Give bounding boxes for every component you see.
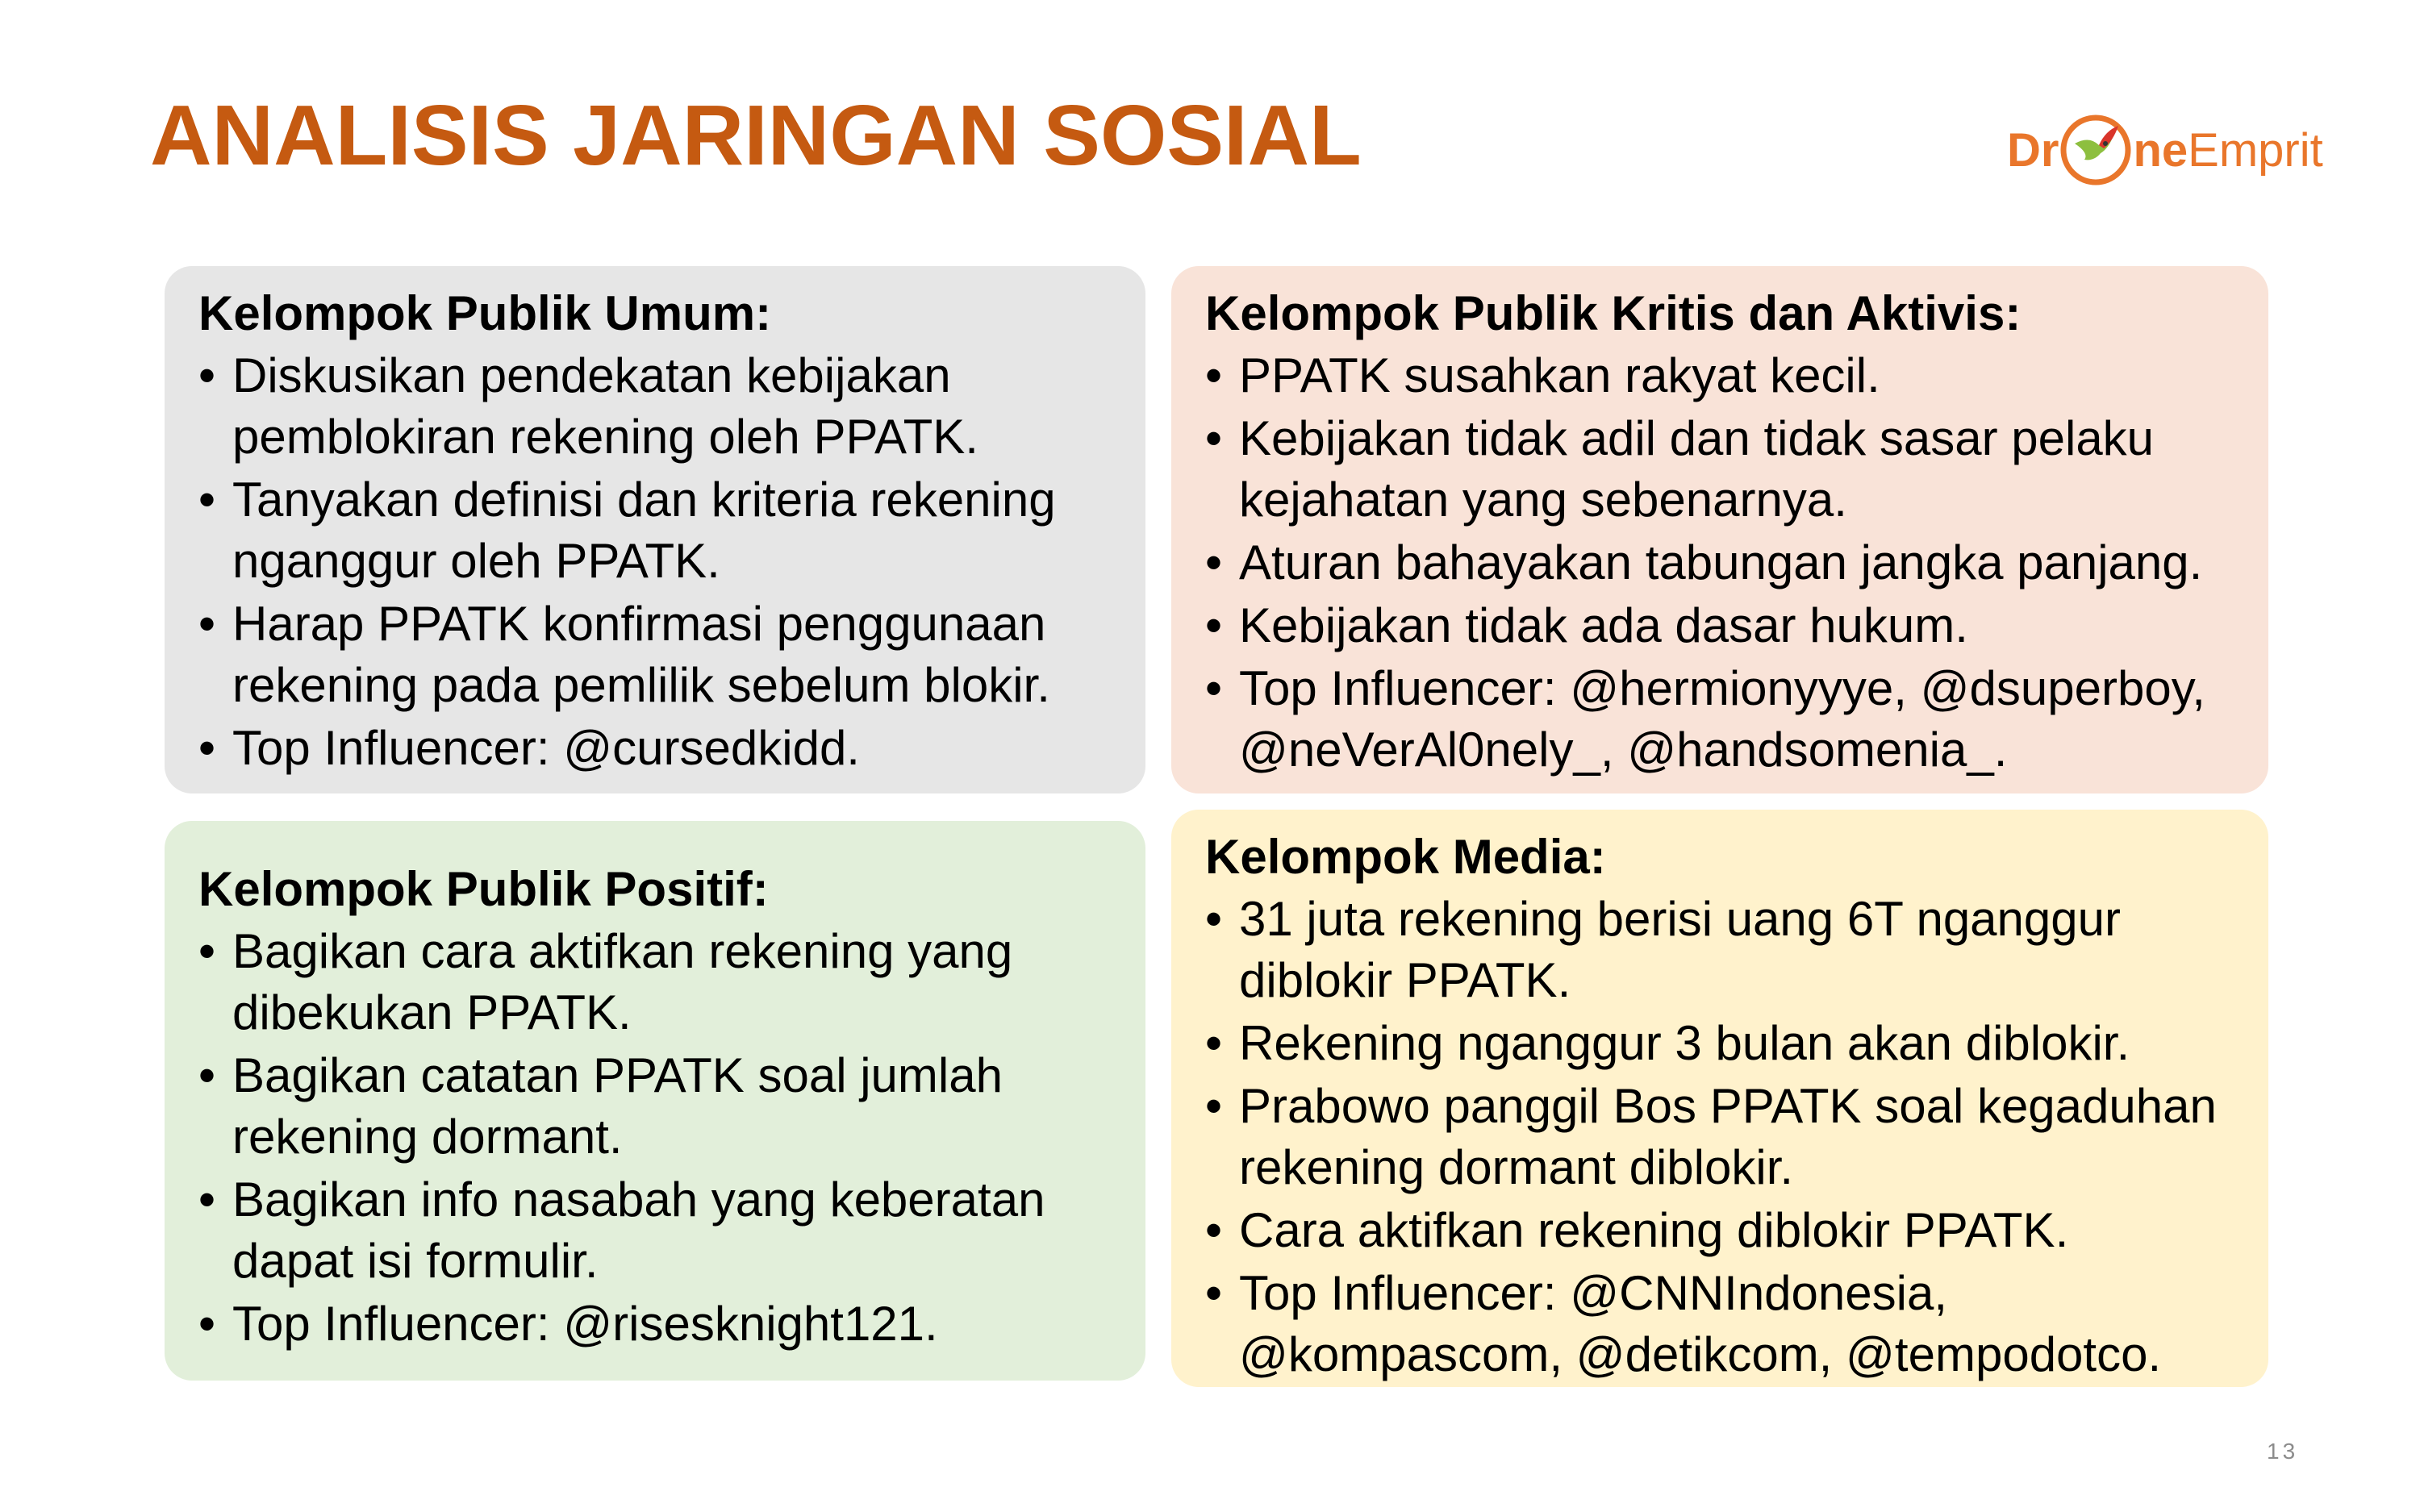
list-item: • Top Influencer: @hermionyyye, @dsuperboy, @neVerAl0nely_, @handsomenia_. — [1205, 658, 2268, 781]
drone-emprit-logo — [2007, 110, 2323, 190]
bullet-list — [1205, 345, 2268, 781]
logo-text-dr: Dr — [2007, 123, 2059, 177]
list-item: • Harap PPATK konfirmasi penggunaan rekening pada pemlilik sebelum blokir. — [198, 594, 1145, 716]
slide-title: ANALISIS JARINGAN SOSIAL — [150, 88, 1362, 183]
card-heading: Kelompok Publik Positif: — [198, 862, 769, 916]
logo-text-emprit: Emprit — [2188, 123, 2323, 177]
list-item: • PPATK susahkan rakyat kecil. — [1205, 345, 2268, 406]
bullet-list — [198, 345, 1145, 779]
logo-text-ne: ne — [2133, 123, 2188, 177]
list-item: • 31 juta rekening berisi uang 6T nganggur diblokir PPATK. — [1205, 889, 2268, 1011]
card-heading: Kelompok Media: — [1205, 830, 1606, 884]
list-item: • Rekening nganggur 3 bulan akan diblokir. — [1205, 1013, 2268, 1074]
list-item: • Cara aktifkan rekening diblokir PPATK. — [1205, 1200, 2268, 1261]
list-item: • Bagikan info nasabah yang keberatan dapat isi formulir. — [198, 1169, 1145, 1292]
list-item: • Tanyakan definisi dan kriteria rekening nganggur oleh PPATK. — [198, 469, 1145, 592]
card-heading: Kelompok Publik Kritis dan Aktivis: — [1205, 286, 2022, 340]
bullet-list — [198, 921, 1145, 1355]
card-publik-positif — [165, 821, 1145, 1381]
list-item: • Top Influencer: @risesknight121. — [198, 1293, 1145, 1355]
card-media — [1171, 810, 2268, 1387]
card-heading: Kelompok Publik Umum: — [198, 286, 772, 340]
list-item: • Bagikan cara aktifkan rekening yang dibekukan PPATK. — [198, 921, 1145, 1043]
list-item: • Top Influencer: @CNNIndonesia, @kompascom, @detikcom, @tempodotco. — [1205, 1263, 2268, 1385]
bird-icon — [2057, 111, 2134, 189]
card-publik-kritis — [1171, 266, 2268, 793]
list-item: • Top Influencer: @cursedkidd. — [198, 718, 1145, 779]
card-publik-umum — [165, 266, 1145, 793]
list-item: • Kebijakan tidak ada dasar hukum. — [1205, 595, 2268, 656]
list-item: • Prabowo panggil Bos PPATK soal kegaduhan rekening dormant diblokir. — [1205, 1076, 2268, 1198]
list-item: • Diskusikan pendekatan kebijakan pemblokiran rekening oleh PPATK. — [198, 345, 1145, 468]
bullet-list — [1205, 889, 2268, 1385]
list-item: • Kebijakan tidak adil dan tidak sasar pelaku kejahatan yang sebenarnya. — [1205, 408, 2268, 531]
list-item: • Aturan bahayakan tabungan jangka panjang. — [1205, 532, 2268, 594]
list-item: • Bagikan catatan PPATK soal jumlah rekening dormant. — [198, 1045, 1145, 1168]
page-number: 13 — [2267, 1439, 2299, 1464]
